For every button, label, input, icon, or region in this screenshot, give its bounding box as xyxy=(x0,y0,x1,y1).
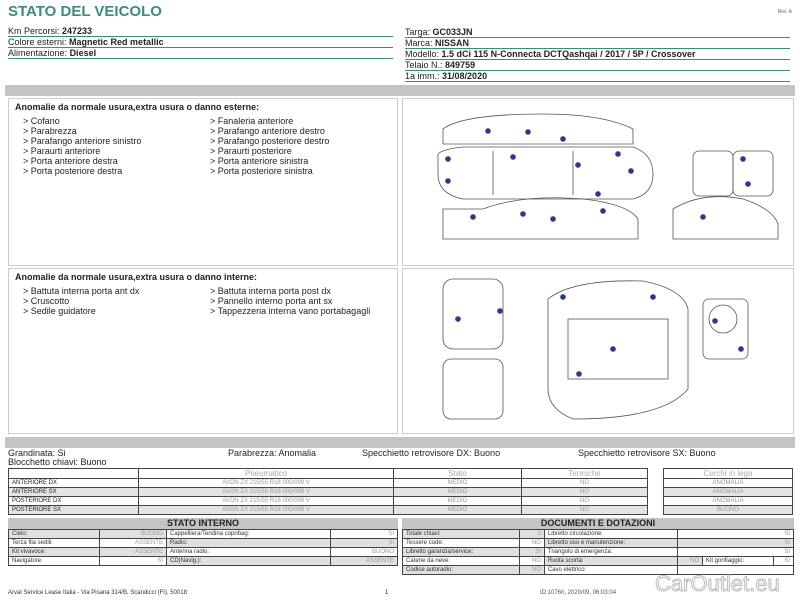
info-km xyxy=(8,26,393,37)
anomaly-item: > Cruscotto xyxy=(23,296,70,306)
field-value: SI xyxy=(677,530,793,539)
car-side-top-outline xyxy=(443,114,633,144)
cerchi-value: BUONO xyxy=(664,506,793,515)
anomaly-item: > Battuta interna porta post dx xyxy=(210,286,331,296)
anomaly-item: > Tappezzeria interna vano portabagagli xyxy=(210,306,371,316)
anomaly-item: > Paraurti anteriore xyxy=(23,146,101,156)
summary-specchietto-dx: Specchietto retrovisore DX: Buono xyxy=(362,448,501,458)
cerchi-value: ANOMALIA xyxy=(664,479,793,488)
car-rear-outline xyxy=(733,151,773,196)
tyre-stato: MEDIO xyxy=(394,497,522,506)
tyre-termiche: NO xyxy=(522,488,648,497)
field-label: Triangolo di emergenza: xyxy=(544,548,677,557)
documenti-table xyxy=(402,529,794,575)
info-value: 849759 xyxy=(445,60,476,70)
field-label: Ruota scorta: xyxy=(544,557,677,566)
field-label: Antenna radio: xyxy=(166,548,330,557)
anomaly-item: > Porta anteriore destra xyxy=(23,156,118,166)
section-title: STATO INTERNO xyxy=(8,518,398,529)
info-value: Diesel xyxy=(69,48,97,58)
field-label: Cavo elettrico: xyxy=(544,566,677,575)
info-modello xyxy=(405,49,790,60)
tyre-stato: MEDIO xyxy=(394,479,522,488)
info-colore xyxy=(8,37,393,48)
field-value: 2 xyxy=(519,530,544,539)
cerchi-value: ANOMALIA xyxy=(664,497,793,506)
page-number: 1 xyxy=(385,590,389,596)
table-row xyxy=(664,488,793,497)
stato-interno-table xyxy=(8,529,398,566)
tyre-table xyxy=(8,468,648,515)
field-label: Radio: xyxy=(166,539,330,548)
car-exterior-diagram xyxy=(403,99,793,265)
anomaly-item: > Parafango anteriore destro xyxy=(210,126,325,136)
anomaly-item: > Sedile guidatore xyxy=(23,306,96,316)
field-label: Libretto garanzia/service: xyxy=(403,548,520,557)
interior-col1 xyxy=(23,286,210,316)
exterior-title: Anomalie da normale usura,extra usura o danno esterne: xyxy=(15,102,260,112)
tyre-pos: ANTERIORE DX xyxy=(9,479,139,488)
cerchi-table xyxy=(663,468,793,515)
tyre-header: Pneumatico xyxy=(139,469,394,479)
anomaly-item: > Cofano xyxy=(23,116,60,126)
footer-id: ID:10760, 2020/09, 06:03:04 xyxy=(540,590,617,596)
table-row xyxy=(9,530,398,539)
anomaly-item: > Porta anteriore sinistra xyxy=(210,156,309,166)
interior-title: Anomalie da normale usura,extra usura o danno interne: xyxy=(15,272,258,282)
info-value: 247233 xyxy=(62,26,93,36)
summary-specchietto-sx: Specchietto retrovisore SX: Buono xyxy=(578,448,716,458)
table-row xyxy=(9,557,398,566)
field-value: NO xyxy=(677,557,702,566)
field-label: CD(Navig.): xyxy=(166,557,330,566)
field-value: SI xyxy=(774,557,794,566)
field-value: SI xyxy=(331,530,398,539)
info-alimentazione xyxy=(8,48,393,59)
table-row xyxy=(9,506,648,515)
table-row xyxy=(403,539,794,548)
field-label: Totale chiavi: xyxy=(403,530,520,539)
interior-anomalies xyxy=(8,268,398,434)
field-label: Kit vivavoce: xyxy=(9,548,100,557)
field-label: Catene da neve: xyxy=(403,557,520,566)
interior-door-rear xyxy=(443,359,503,419)
info-label: 1a imm.: xyxy=(405,71,440,81)
info-label: Alimentazione: xyxy=(8,48,68,58)
table-row xyxy=(664,497,793,506)
anomaly-item: > Parafango posteriore destro xyxy=(210,136,330,146)
field-label: Kit gonfiaggio: xyxy=(703,557,774,566)
car-3q-outline xyxy=(673,197,778,239)
tyre-header: Stato xyxy=(394,469,522,479)
table-row xyxy=(403,548,794,557)
field-value: NO xyxy=(519,566,544,575)
tyre-pos: ANTERIORE SX xyxy=(9,488,139,497)
summary-blocchetto: Blocchetto chiavi: Buono xyxy=(8,457,107,467)
anomaly-item: > Porta posteriore sinistra xyxy=(210,166,313,176)
interior-cabin-outline xyxy=(548,281,688,419)
field-label: Cielo: xyxy=(9,530,100,539)
tyre-termiche: NO xyxy=(522,479,648,488)
info-label: Modello: xyxy=(405,49,440,59)
tyre-stato: MEDIO xyxy=(394,488,522,497)
footer-address: Arval Service Lease Italia - Via Pisana 314/B, Scandicci (FI), 50018 xyxy=(8,590,187,596)
anomaly-item: > Fanaleria anteriore xyxy=(210,116,294,126)
tyre-termiche: NO xyxy=(522,506,648,515)
damage-markers xyxy=(456,295,744,377)
summary-grandinata: Grandinata: Si xyxy=(8,448,66,458)
exterior-col1 xyxy=(23,116,210,176)
interior-diagram-panel xyxy=(402,268,794,434)
field-value: SI xyxy=(519,548,544,557)
tyre-pos: POSTERIORE DX xyxy=(9,497,139,506)
table-row xyxy=(403,557,794,566)
field-label: Cappelliera/Tendina copribag: xyxy=(166,530,330,539)
section-title: DOCUMENTI E DOTAZIONI xyxy=(402,518,794,529)
info-value: GC033JN xyxy=(432,27,473,37)
anomaly-item: > Parabrezza xyxy=(23,126,77,136)
field-label: Libretto uso e manutenzione: xyxy=(544,539,677,548)
tyre-termiche: NO xyxy=(522,497,648,506)
exterior-anomalies xyxy=(8,98,398,266)
info-targa xyxy=(405,27,790,38)
info-telaio xyxy=(405,60,790,71)
caroutlet-watermark: CarOutlet.eu xyxy=(655,571,780,596)
exterior-col2 xyxy=(210,116,397,176)
field-value: NO xyxy=(519,557,544,566)
info-marca xyxy=(405,38,790,49)
section-divider xyxy=(5,437,795,448)
table-row xyxy=(664,506,793,515)
anomaly-item: > Battuta interna porta ant dx xyxy=(23,286,140,296)
field-value: SI xyxy=(677,539,793,548)
info-label: Marca: xyxy=(405,38,433,48)
table-row xyxy=(9,548,398,557)
info-value: 31/08/2020 xyxy=(442,71,488,81)
interior-door-front xyxy=(443,279,503,349)
cerchi-value: ANOMALIA xyxy=(664,488,793,497)
field-label: Navigatore: xyxy=(9,557,100,566)
info-value: NISSAN xyxy=(435,38,470,48)
table-row xyxy=(403,530,794,539)
table-row xyxy=(9,497,648,506)
tyre-model: AVON ZX 215/55 R18 000/099 V xyxy=(139,506,394,515)
page-title: STATO DEL VEICOLO xyxy=(8,3,162,20)
tyre-header-pos xyxy=(9,469,139,479)
exterior-diagram-panel xyxy=(402,98,794,266)
field-value: SI xyxy=(677,548,793,557)
tyre-stato: MEDIO xyxy=(394,506,522,515)
tyre-header: Termiche xyxy=(522,469,648,479)
field-value: ASSENTE xyxy=(100,539,167,548)
tyre-model: AVON ZX 215/55 R18 000/099 V xyxy=(139,497,394,506)
field-label: Tessere code: xyxy=(403,539,520,548)
info-value: Magnetic Red metallic xyxy=(69,37,164,47)
interior-col2 xyxy=(210,286,397,316)
table-row xyxy=(9,539,398,548)
anomaly-item: > Parafango anteriore sinistro xyxy=(23,136,142,146)
info-immatricolazione xyxy=(405,71,790,82)
field-value: BUONO xyxy=(100,530,167,539)
anomaly-item: > Paraurti posteriore xyxy=(210,146,292,156)
anomaly-item: > Porta posteriore destra xyxy=(23,166,123,176)
revision-label: Rev. A xyxy=(777,9,792,15)
tyre-model: AVON ZX 215/55 R18 000/099 V xyxy=(139,479,394,488)
field-value: ASSENTE xyxy=(331,557,398,566)
field-value: SI xyxy=(100,557,167,566)
tyre-pos: POSTERIORE SX xyxy=(9,506,139,515)
field-value: ASSENTE xyxy=(100,548,167,557)
field-value: BUONO xyxy=(331,548,398,557)
interior-seats xyxy=(568,319,668,379)
section-divider xyxy=(5,85,795,96)
info-label: Km Percorsi: xyxy=(8,26,60,36)
field-value: SI xyxy=(331,539,398,548)
tyre-model: AVON ZX 215/55 R18 000/099 V xyxy=(139,488,394,497)
info-label: Telaio N.: xyxy=(405,60,443,70)
info-label: Colore esterni: xyxy=(8,37,67,47)
table-row xyxy=(664,479,793,488)
field-label: Codice autoradio: xyxy=(403,566,520,575)
summary-parabrezza: Parabrezza: Anomalia xyxy=(228,448,317,458)
car-top-lines xyxy=(493,151,573,195)
car-front-outline xyxy=(693,151,733,196)
field-label: Terza fila sedili: xyxy=(9,539,100,548)
field-label: Libretto circolazione: xyxy=(544,530,677,539)
table-row xyxy=(9,479,648,488)
anomaly-item: > Pannello interno porta ant sx xyxy=(210,296,333,306)
tyre-header: Cerchi in lega xyxy=(664,469,793,479)
info-value: 1.5 dCi 115 N-Connecta DCTQashqai / 2017 / 5P / Crossover xyxy=(441,49,696,59)
field-value: NO xyxy=(519,539,544,548)
documenti-section xyxy=(402,518,794,575)
table-row xyxy=(9,488,648,497)
damage-markers xyxy=(446,129,751,222)
info-label: Targa: xyxy=(405,27,431,37)
car-interior-diagram xyxy=(403,269,793,433)
stato-interno-section xyxy=(8,518,398,566)
